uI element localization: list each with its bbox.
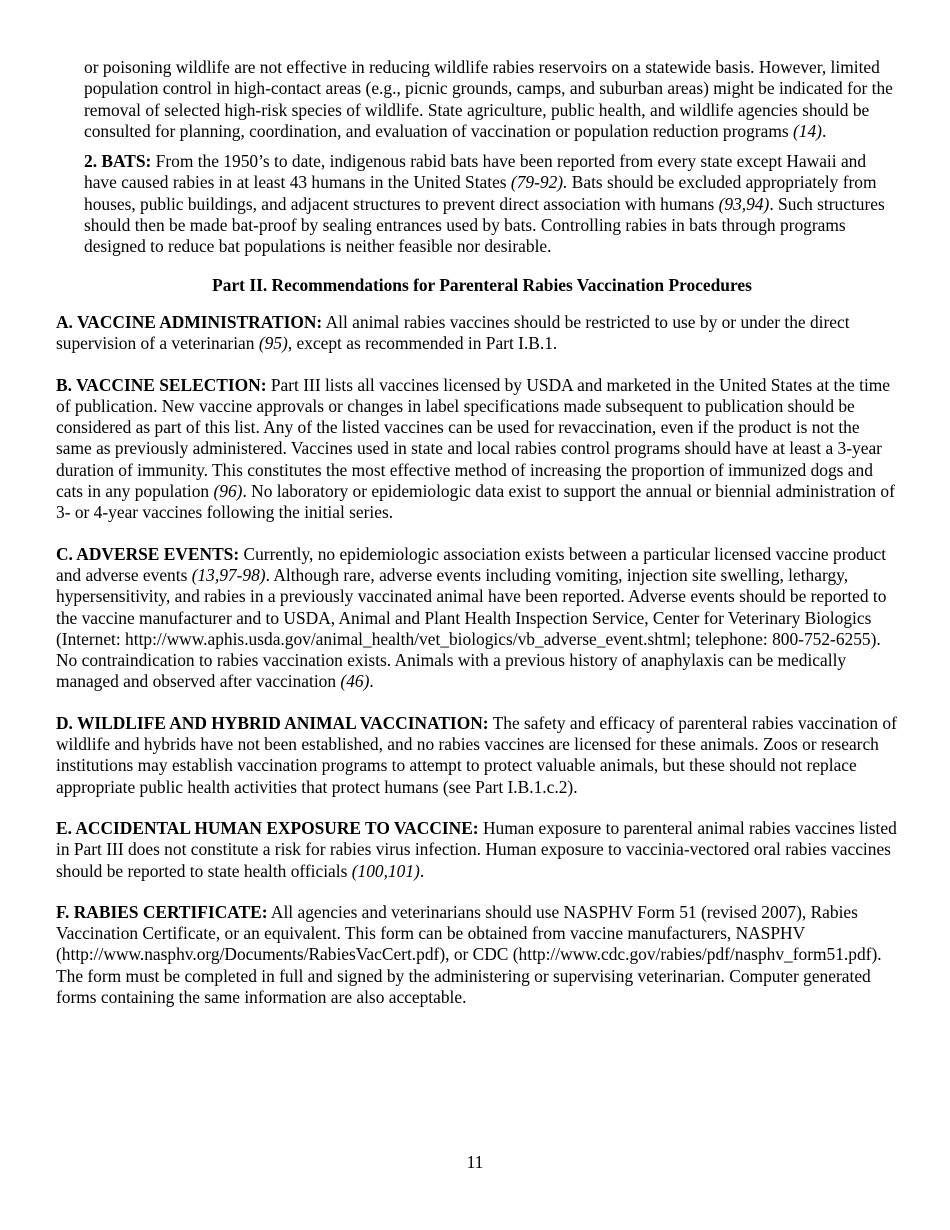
citation: (46) [340,671,370,692]
intro-paragraph [84,57,898,142]
citation: (13,97-98) [191,564,266,585]
citation: (14) [792,120,822,141]
citation: (79-92). [510,172,568,193]
bats-text: From the 1950’s to date, indigenous rabid bats have been reported from every state except Hawaii and have caused rabies in at least 43 humans in the United States [84,151,867,193]
section-e [56,818,898,882]
citation: (100,101) [351,860,420,881]
section-f-text: All agencies and veterinarians should use NASPHV Form 51 (revised 2007), Rabies Vaccination Certificate, or an equivalent. This form can be obtained from vaccine manufacturers, NASPHV (http://www.nasphv.org/Documents/RabiesVacCert.pdf), or CDC (http://www.cdc.gov/rabies/pdf/nasphv_form51.pdf). The form must be completed in full and signed by the administering or supervising veterinarian. Computer generated forms containing the same information are also acceptable. [56,901,882,1007]
citation: (93,94) [718,193,770,214]
section-b [56,375,898,524]
section-d [56,713,898,798]
section-a-text: , except as recommended in Part I.B.1. [287,333,558,354]
section-a-text: All animal rabies vaccines should be restricted to use by or under the direct supervision of a veterinarian [56,311,850,354]
section-b-heading: B. VACCINE SELECTION: [56,374,267,395]
section-c-heading: C. ADVERSE EVENTS: [56,543,240,564]
section-c-text: . [369,671,374,692]
bats-heading: 2. BATS: [84,151,152,172]
section-e-text: Human exposure to parenteral animal rabies vaccines listed in Part III does not constitute a risk for rabies virus infection. Human exposure to vaccinia-vectored oral rabies vaccines should be reported to state health officials [56,817,897,881]
section-c-text: . Although rare, adverse events including vomiting, injection site swelling, lethargy, hypersensitivity, and rabies in a previously vaccinated animal have been reported. Adverse events should be reported to the vaccine manufacturer and to USDA, Animal and Plant Health Inspection Service, Center for Veterinary Biologics (Internet: http://www.aphis.usda.gov/animal_health/vet_biologics/vb_adverse_event.shtml; telephone: 800-752-6255). No contraindication to rabies vaccination exists. Animals with a previous history of anaphylaxis can be medically managed and observed after vaccination [56,564,887,692]
section-d-heading: D. WILDLIFE AND HYBRID ANIMAL VACCINATION: [56,712,489,733]
intro-text: or poisoning wildlife are not effective in reducing wildlife rabies reservoirs on a statewide basis. However, limited population control in high-contact areas (e.g., picnic grounds, camps, and suburban areas) might be indicated for the removal of selected high-risk species of wildlife. State agriculture, public health, and wildlife agencies should be consulted for planning, coordination, and evaluation of vaccination or population reduction programs [84,57,893,141]
citation: (95) [258,333,288,354]
section-c [56,544,898,693]
section-d-text: The safety and efficacy of parenteral rabies vaccination of wildlife and hybrids have not been established, and no rabies vaccines are licensed for these animals. Zoos or research institutions may establish vaccination programs to attempt to protect valuable animals, but these should not replace appropriate public health activities that protect humans (see Part I.B.1.c.2). [56,712,897,797]
section-a-heading: A. VACCINE ADMINISTRATION: [56,311,323,332]
bats-text: . Such structures should then be made bat-proof by sealing entrances used by bats. Controlling rabies in bats through programs designed to reduce bat populations is neither feasible nor desirable. [84,193,885,257]
bats-paragraph [84,151,898,257]
part-title: Part II. Recommendations for Parenteral Rabies Vaccination Procedures [212,274,752,295]
section-b-text: Part III lists all vaccines licensed by USDA and marketed in the United States at the time of publication. New vaccine approvals or changes in label specifications made subsequent to publication should be considered as part of this list. Any of the listed vaccines can be used for revaccination, even if the product is not the same as previously administered. Vaccines used in state and local rabies control programs should have at least a 3-year duration of immunity. This constitutes the most effective method of increasing the proportion of immunized dogs and cats in any population [56,374,891,502]
section-e-heading: E. ACCIDENTAL HUMAN EXPOSURE TO VACCINE: [56,817,479,838]
section-a [56,312,898,355]
section-f-heading: F. RABIES CERTIFICATE: [56,901,268,922]
document-page [56,57,898,1008]
section-f [56,902,898,1008]
intro-text-end: . [821,120,827,141]
page-number: 11 [466,1152,484,1172]
section-b-text: . No laboratory or epidemiologic data exist to support the annual or biennial administration of 3- or 4-year vaccines following the initial series. [56,481,895,523]
section-e-text: . [419,860,425,881]
section-c-text: Currently, no epidemiologic association exists between a particular licensed vaccine product and adverse events [56,543,887,585]
bats-text: Bats should be excluded appropriately from houses, public buildings, and adjacent structures to prevent direct association with humans [84,172,877,214]
citation: (96) [213,481,243,502]
